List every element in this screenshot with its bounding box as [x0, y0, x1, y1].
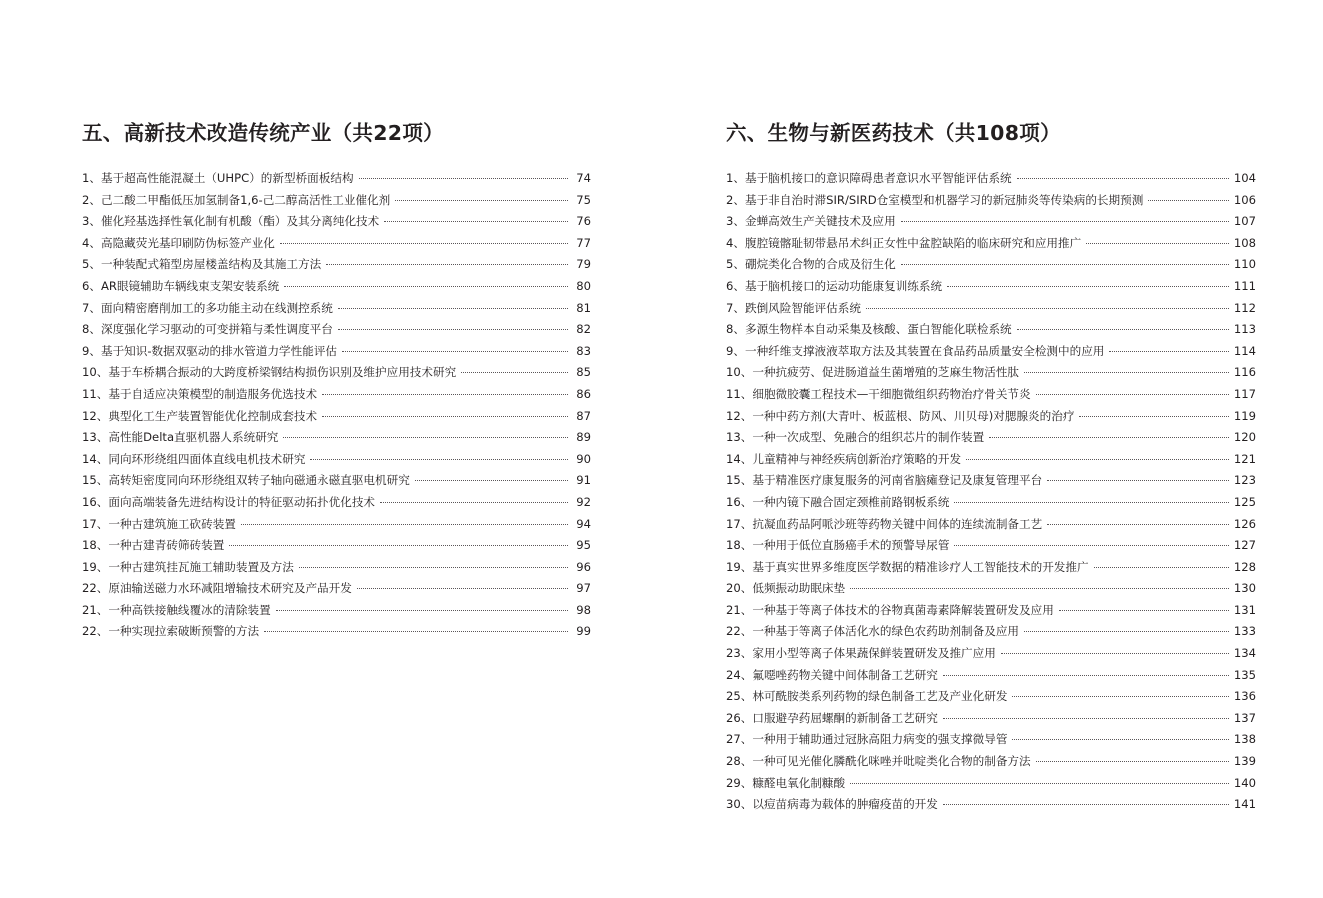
toc-entry-page-number: 81: [576, 300, 591, 315]
toc-entry-title: 25、林可酰胺类系列药物的绿色制备工艺及产业化研发: [726, 689, 1008, 704]
dot-leader: [947, 284, 1229, 287]
toc-entry-title: 2、己二酸二甲酯低压加氢制备1,6-己二醇高活性工业催化剂: [82, 192, 391, 207]
dot-leader: [284, 284, 568, 287]
toc-entry-page-number: 114: [1233, 343, 1256, 358]
toc-entry-title: 20、低频振动助眠床垫: [726, 581, 846, 596]
toc-entry[interactable]: [726, 751, 1256, 773]
toc-entry-page-number: 80: [576, 278, 591, 293]
dot-leader: [866, 306, 1229, 309]
toc-entry-title: 3、金蝉高效生产关键技术及应用: [726, 214, 896, 229]
toc-entry-page-number: 97: [576, 581, 591, 596]
dot-leader: [1094, 565, 1229, 568]
toc-entry-page-number: 104: [1233, 171, 1256, 185]
dot-leader: [1024, 629, 1229, 632]
toc-entry-title: 22、一种实现拉索破断预警的方法: [82, 624, 260, 639]
toc-entry[interactable]: [82, 600, 591, 622]
toc-entry-page-number: 141: [1233, 797, 1256, 812]
toc-entry-title: 17、抗凝血药品阿哌沙班等药物关键中间体的连续流制备工艺: [726, 516, 1043, 531]
toc-entry-page-number: 110: [1233, 257, 1256, 272]
toc-entry[interactable]: [726, 557, 1256, 579]
toc-entry-page-number: 82: [576, 322, 591, 337]
toc-entry-page-number: 91: [576, 473, 591, 488]
toc-entry[interactable]: [82, 362, 591, 384]
dot-leader: [380, 500, 568, 503]
toc-entry[interactable]: [82, 211, 591, 233]
toc-entry[interactable]: [726, 600, 1256, 622]
toc-entry-page-number: 131: [1233, 602, 1256, 617]
dot-leader: [901, 219, 1229, 222]
dot-leader: [299, 565, 568, 568]
toc-entry-title: 4、腹腔镜髂耻韧带悬吊术纠正女性中盆腔缺陷的临床研究和应用推广: [726, 235, 1082, 250]
toc-entry[interactable]: [726, 298, 1256, 320]
toc-entry[interactable]: [726, 168, 1256, 190]
toc-entry-page-number: 117: [1233, 386, 1256, 401]
toc-entry[interactable]: [82, 470, 591, 492]
toc-entry-title: 3、催化羟基选择性氧化制有机酸（酯）及其分离纯化技术: [82, 214, 380, 229]
toc-entry-title: 8、深度强化学习驱动的可变拼箱与柔性调度平台: [82, 322, 333, 337]
toc-entry-page-number: 95: [576, 538, 591, 553]
toc-entry-page-number: 128: [1233, 559, 1256, 574]
toc-entry[interactable]: [726, 319, 1256, 341]
dot-leader: [1001, 651, 1229, 654]
toc-entry[interactable]: [82, 406, 591, 428]
dot-leader: [943, 673, 1229, 676]
dot-leader: [384, 219, 568, 222]
dot-leader: [966, 457, 1229, 460]
dot-leader: [395, 198, 568, 201]
section-title: 五、高新技术改造传统产业（共22项）: [82, 121, 444, 145]
toc-entry-title: 11、细胞微胶囊工程技术—干细胞微组织药物治疗骨关节炎: [726, 386, 1031, 401]
dot-leader: [415, 478, 568, 481]
toc-entry-page-number: 107: [1233, 214, 1256, 229]
toc-entry[interactable]: [82, 449, 591, 471]
toc-entry-page-number: 85: [576, 365, 591, 380]
dot-leader: [943, 802, 1229, 805]
toc-entry-title: 24、氟噁唑药物关键中间体制备工艺研究: [726, 667, 938, 682]
toc-entry[interactable]: [726, 729, 1256, 751]
toc-list: [726, 168, 1256, 816]
toc-entry[interactable]: [726, 276, 1256, 298]
toc-entry-title: 6、AR眼镜辅助车辆线束支架安装系统: [82, 278, 280, 293]
toc-entry-title: 13、高性能Delta直驱机器人系统研究: [82, 430, 279, 445]
toc-entry[interactable]: [82, 168, 591, 190]
toc-entry-title: 13、一种一次成型、免融合的组织芯片的制作装置: [726, 430, 985, 445]
toc-section-high-tech-traditional: [82, 118, 591, 643]
dot-leader: [338, 306, 568, 309]
toc-entry[interactable]: [726, 514, 1256, 536]
dot-leader: [322, 414, 568, 417]
toc-entry-title: 22、一种基于等离子体活化水的绿色农药助剂制备及应用: [726, 624, 1020, 639]
dot-leader: [1036, 392, 1229, 395]
toc-entry[interactable]: [82, 535, 591, 557]
dot-leader: [1086, 241, 1229, 244]
dot-leader: [1059, 608, 1229, 611]
toc-entry-title: 2、基于非自治时滞SIR/SIRD仓室模型和机器学习的新冠肺炎等传染病的长期预测: [726, 192, 1144, 207]
toc-entry[interactable]: [726, 470, 1256, 492]
dot-leader: [342, 349, 568, 352]
toc-entry-title: 16、一种内镜下融合固定颈椎前路钢板系统: [726, 494, 950, 509]
dot-leader: [1017, 176, 1229, 179]
dot-leader: [322, 392, 568, 395]
toc-entry[interactable]: [82, 492, 591, 514]
toc-entry-title: 10、基于车桥耦合振动的大跨度桥梁钢结构损伤识别及维护应用技术研究: [82, 365, 457, 380]
dot-leader: [901, 262, 1229, 265]
toc-entry-page-number: 83: [576, 343, 591, 358]
toc-entry-title: 10、一种抗疲劳、促进肠道益生菌增殖的芝麻生物活性肽: [726, 365, 1020, 380]
dot-leader: [310, 457, 568, 460]
dot-leader: [1109, 349, 1228, 352]
toc-entry-page-number: 87: [576, 408, 591, 423]
toc-entry-page-number: 120: [1233, 430, 1256, 445]
dot-leader: [954, 543, 1228, 546]
toc-entry-page-number: 89: [576, 430, 591, 445]
dot-leader: [1047, 478, 1229, 481]
toc-entry-page-number: 139: [1233, 754, 1256, 769]
toc-entry-page-number: 126: [1233, 516, 1256, 531]
toc-entry[interactable]: [726, 211, 1256, 233]
dot-leader: [280, 241, 568, 244]
toc-entry[interactable]: [82, 578, 591, 600]
toc-entry-title: 16、面向高端装备先进结构设计的特征驱动拓扑优化技术: [82, 494, 376, 509]
toc-entry[interactable]: [82, 514, 591, 536]
toc-entry[interactable]: [726, 233, 1256, 255]
section-title: 六、生物与新医药技术（共108项）: [726, 121, 1061, 145]
toc-entry-page-number: 134: [1233, 646, 1256, 661]
toc-entry-page-number: 119: [1233, 408, 1256, 423]
dot-leader: [1079, 414, 1228, 417]
toc-entry-title: 27、一种用于辅助通过冠脉高阻力病变的强支撑微导管: [726, 732, 1008, 747]
toc-list: [82, 168, 591, 643]
toc-entry[interactable]: [82, 233, 591, 255]
dot-leader: [1036, 759, 1229, 762]
toc-entry-title: 14、同向环形绕组四面体直线电机技术研究: [82, 451, 306, 466]
toc-entry-page-number: 90: [576, 451, 591, 466]
toc-entry-page-number: 76: [576, 214, 591, 229]
toc-entry-page-number: 98: [576, 602, 591, 617]
dot-leader: [1047, 522, 1229, 525]
toc-entry-page-number: 86: [576, 386, 591, 401]
toc-entry-title: 17、一种古建筑施工砍砖装置: [82, 516, 236, 531]
dot-leader: [276, 608, 568, 611]
dot-leader: [989, 435, 1229, 438]
toc-entry[interactable]: [726, 427, 1256, 449]
toc-entry-title: 26、口服避孕药屈螺酮的新制备工艺研究: [726, 710, 938, 725]
dot-leader: [338, 327, 568, 330]
toc-entry-title: 4、高隐藏荧光基印刷防伪标签产业化: [82, 235, 275, 250]
toc-entry[interactable]: [82, 341, 591, 363]
toc-entry[interactable]: [82, 298, 591, 320]
dot-leader: [850, 586, 1229, 589]
dot-leader: [326, 262, 568, 265]
toc-entry[interactable]: [726, 406, 1256, 428]
toc-entry[interactable]: [82, 319, 591, 341]
toc-entry-title: 21、一种基于等离子体技术的谷物真菌毒素降解装置研发及应用: [726, 602, 1054, 617]
toc-entry-title: 8、多源生物样本自动采集及核酸、蛋白智能化联检系统: [726, 322, 1012, 337]
toc-entry-page-number: 74: [576, 171, 591, 185]
toc-entry-title: 9、基于知识-数据双驱动的排水管道力学性能评估: [82, 343, 338, 358]
toc-entry[interactable]: [726, 578, 1256, 600]
toc-entry-title: 11、基于自适应决策模型的制造服务优选技术: [82, 386, 318, 401]
dot-leader: [1148, 198, 1229, 201]
toc-entry-page-number: 99: [576, 624, 591, 639]
toc-entry-page-number: 127: [1233, 538, 1256, 553]
dot-leader: [1017, 327, 1229, 330]
toc-entry-title: 30、以痘苗病毒为载体的肿瘤疫苗的开发: [726, 797, 938, 812]
dot-leader: [283, 435, 568, 438]
toc-entry-title: 28、一种可见光催化膦酰化咪唑并吡啶类化合物的制备方法: [726, 754, 1031, 769]
toc-entry-title: 22、原油输送磁力水环减阻增输技术研究及产品开发: [82, 581, 352, 596]
toc-entry-title: 21、一种高铁接触线覆冰的清除装置: [82, 602, 271, 617]
dot-leader: [1012, 737, 1228, 740]
dot-leader: [1012, 694, 1228, 697]
toc-entry[interactable]: [82, 427, 591, 449]
toc-entry-page-number: 135: [1233, 667, 1256, 682]
toc-section-biomedicine: [726, 118, 1256, 816]
dot-leader: [241, 522, 568, 525]
toc-entry-page-number: 113: [1233, 322, 1256, 337]
toc-entry[interactable]: [726, 254, 1256, 276]
toc-entry-page-number: 121: [1233, 451, 1256, 466]
toc-entry[interactable]: [726, 686, 1256, 708]
toc-entry-title: 12、一种中药方剂(大青叶、板蓝根、防风、川贝母)对腮腺炎的治疗: [726, 408, 1075, 423]
toc-entry-page-number: 136: [1233, 689, 1256, 704]
toc-entry-title: 18、一种古建青砖筛砖装置: [82, 538, 225, 553]
toc-entry[interactable]: [82, 276, 591, 298]
dot-leader: [229, 543, 568, 546]
toc-entry-page-number: 123: [1233, 473, 1256, 488]
toc-entry[interactable]: [726, 643, 1256, 665]
toc-entry[interactable]: [82, 384, 591, 406]
toc-entry-page-number: 111: [1233, 278, 1256, 293]
toc-entry-page-number: 92: [576, 494, 591, 509]
toc-entry[interactable]: [726, 665, 1256, 687]
toc-entry-title: 7、面向精密磨削加工的多功能主动在线测控系统: [82, 300, 333, 315]
toc-entry-page-number: 79: [576, 257, 591, 272]
toc-entry-page-number: 96: [576, 559, 591, 574]
toc-entry[interactable]: [726, 492, 1256, 514]
toc-entry[interactable]: [726, 449, 1256, 471]
toc-entry-title: 5、硼烷类化合物的合成及衍生化: [726, 257, 896, 272]
toc-entry-page-number: 75: [576, 192, 591, 207]
toc-entry-page-number: 140: [1233, 775, 1256, 790]
toc-entry[interactable]: [82, 621, 591, 643]
toc-entry[interactable]: [726, 362, 1256, 384]
toc-entry-title: 29、糠醛电氧化制糠酸: [726, 775, 846, 790]
toc-entry-title: 12、典型化工生产装置智能优化控制成套技术: [82, 408, 318, 423]
dot-leader: [943, 716, 1229, 719]
toc-entry-title: 7、跌倒风险智能评估系统: [726, 300, 861, 315]
toc-entry[interactable]: [82, 557, 591, 579]
toc-entry[interactable]: [726, 190, 1256, 212]
toc-entry-page-number: 112: [1233, 300, 1256, 315]
dot-leader: [357, 586, 568, 589]
toc-entry[interactable]: [726, 384, 1256, 406]
toc-entry-title: 6、基于脑机接口的运动功能康复训练系统: [726, 278, 943, 293]
toc-entry-title: 18、一种用于低位直肠癌手术的预警导尿管: [726, 538, 950, 553]
dot-leader: [461, 370, 568, 373]
toc-entry-page-number: 133: [1233, 624, 1256, 639]
toc-entry-title: 23、家用小型等离子体果蔬保鲜装置研发及推广应用: [726, 646, 996, 661]
dot-leader: [850, 781, 1229, 784]
toc-entry-page-number: 130: [1233, 581, 1256, 596]
toc-entry-title: 15、高转矩密度同向环形绕组双转子轴向磁通永磁直驱电机研究: [82, 473, 410, 488]
dot-leader: [954, 500, 1228, 503]
toc-entry-page-number: 138: [1233, 732, 1256, 747]
toc-entry[interactable]: [726, 535, 1256, 557]
toc-entry-title: 19、一种古建筑挂瓦施工辅助装置及方法: [82, 559, 294, 574]
toc-entry-title: 9、一种纤维支撑液液萃取方法及其装置在食品药品质量安全检测中的应用: [726, 343, 1105, 358]
toc-entry-title: 5、一种装配式箱型房屋楼盖结构及其施工方法: [82, 257, 322, 272]
toc-entry[interactable]: [726, 794, 1256, 816]
dot-leader: [1024, 370, 1229, 373]
toc-entry[interactable]: [82, 254, 591, 276]
toc-entry-page-number: 137: [1233, 710, 1256, 725]
toc-entry[interactable]: [726, 708, 1256, 730]
toc-entry-page-number: 108: [1233, 235, 1256, 250]
toc-entry-title: 15、基于精准医疗康复服务的河南省脑瘫登记及康复管理平台: [726, 473, 1043, 488]
dot-leader: [359, 176, 568, 179]
toc-entry-page-number: 94: [576, 516, 591, 531]
toc-entry-page-number: 116: [1233, 365, 1256, 380]
toc-entry-page-number: 106: [1233, 192, 1256, 207]
toc-entry-page-number: 125: [1233, 494, 1256, 509]
toc-entry-page-number: 77: [576, 235, 591, 250]
toc-entry-title: 1、基于超高性能混凝土（UHPC）的新型桥面板结构: [82, 171, 354, 185]
toc-entry[interactable]: [726, 341, 1256, 363]
toc-entry[interactable]: [726, 621, 1256, 643]
dot-leader: [264, 629, 568, 632]
toc-entry-title: 1、基于脑机接口的意识障碍患者意识水平智能评估系统: [726, 171, 1012, 185]
toc-entry-title: 19、基于真实世界多维度医学数据的精准诊疗人工智能技术的开发推广: [726, 559, 1089, 574]
toc-entry-title: 14、儿童精神与神经疾病创新治疗策略的开发: [726, 451, 962, 466]
toc-entry[interactable]: [726, 773, 1256, 795]
toc-entry[interactable]: [82, 190, 591, 212]
